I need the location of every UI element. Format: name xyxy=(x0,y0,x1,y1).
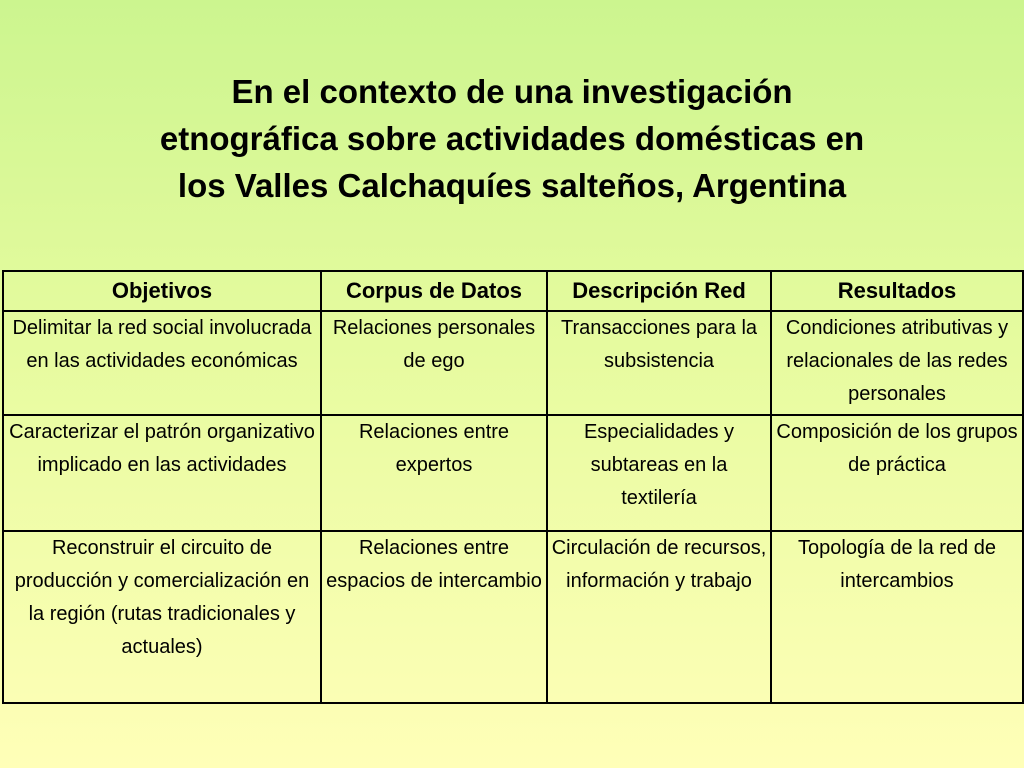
table-cell: Relaciones entre espacios de intercambio xyxy=(321,531,547,703)
table-cell: Relaciones entre expertos xyxy=(321,415,547,531)
title-line-3: los Valles Calchaquíes salteños, Argentina xyxy=(177,167,847,204)
title-line-2: etnográfica sobre actividades domésticas en xyxy=(159,120,865,157)
table-cell: Topología de la red de intercambios xyxy=(771,531,1023,703)
table-cell: Transacciones para la subsistencia xyxy=(547,311,771,415)
table-cell: Especialidades y subtareas en la textilería xyxy=(547,415,771,531)
table-cell: Composición de los grupos de práctica xyxy=(771,415,1023,531)
research-table xyxy=(2,270,1024,704)
slide-title xyxy=(0,68,1024,209)
table-cell: Caracterizar el patrón organizativo implicado en las actividades xyxy=(3,415,321,531)
table-cell: Reconstruir el circuito de producción y comercialización en la región (rutas tradicionales y actuales) xyxy=(3,531,321,703)
header-objetivos: Objetivos xyxy=(3,271,321,311)
table-cell: Circulación de recursos, información y trabajo xyxy=(547,531,771,703)
header-descripcion-red: Descripción Red xyxy=(547,271,771,311)
header-corpus-de-datos: Corpus de Datos xyxy=(321,271,547,311)
table-cell: Delimitar la red social involucrada en las actividades económicas xyxy=(3,311,321,415)
table-row xyxy=(3,531,1023,703)
title-line-1: En el contexto de una investigación xyxy=(231,73,793,110)
table-row xyxy=(3,415,1023,531)
table-cell: Relaciones personales de ego xyxy=(321,311,547,415)
table-cell: Condiciones atributivas y relacionales de las redes personales xyxy=(771,311,1023,415)
table-row xyxy=(3,311,1023,415)
header-resultados: Resultados xyxy=(771,271,1023,311)
header-row xyxy=(3,271,1023,311)
